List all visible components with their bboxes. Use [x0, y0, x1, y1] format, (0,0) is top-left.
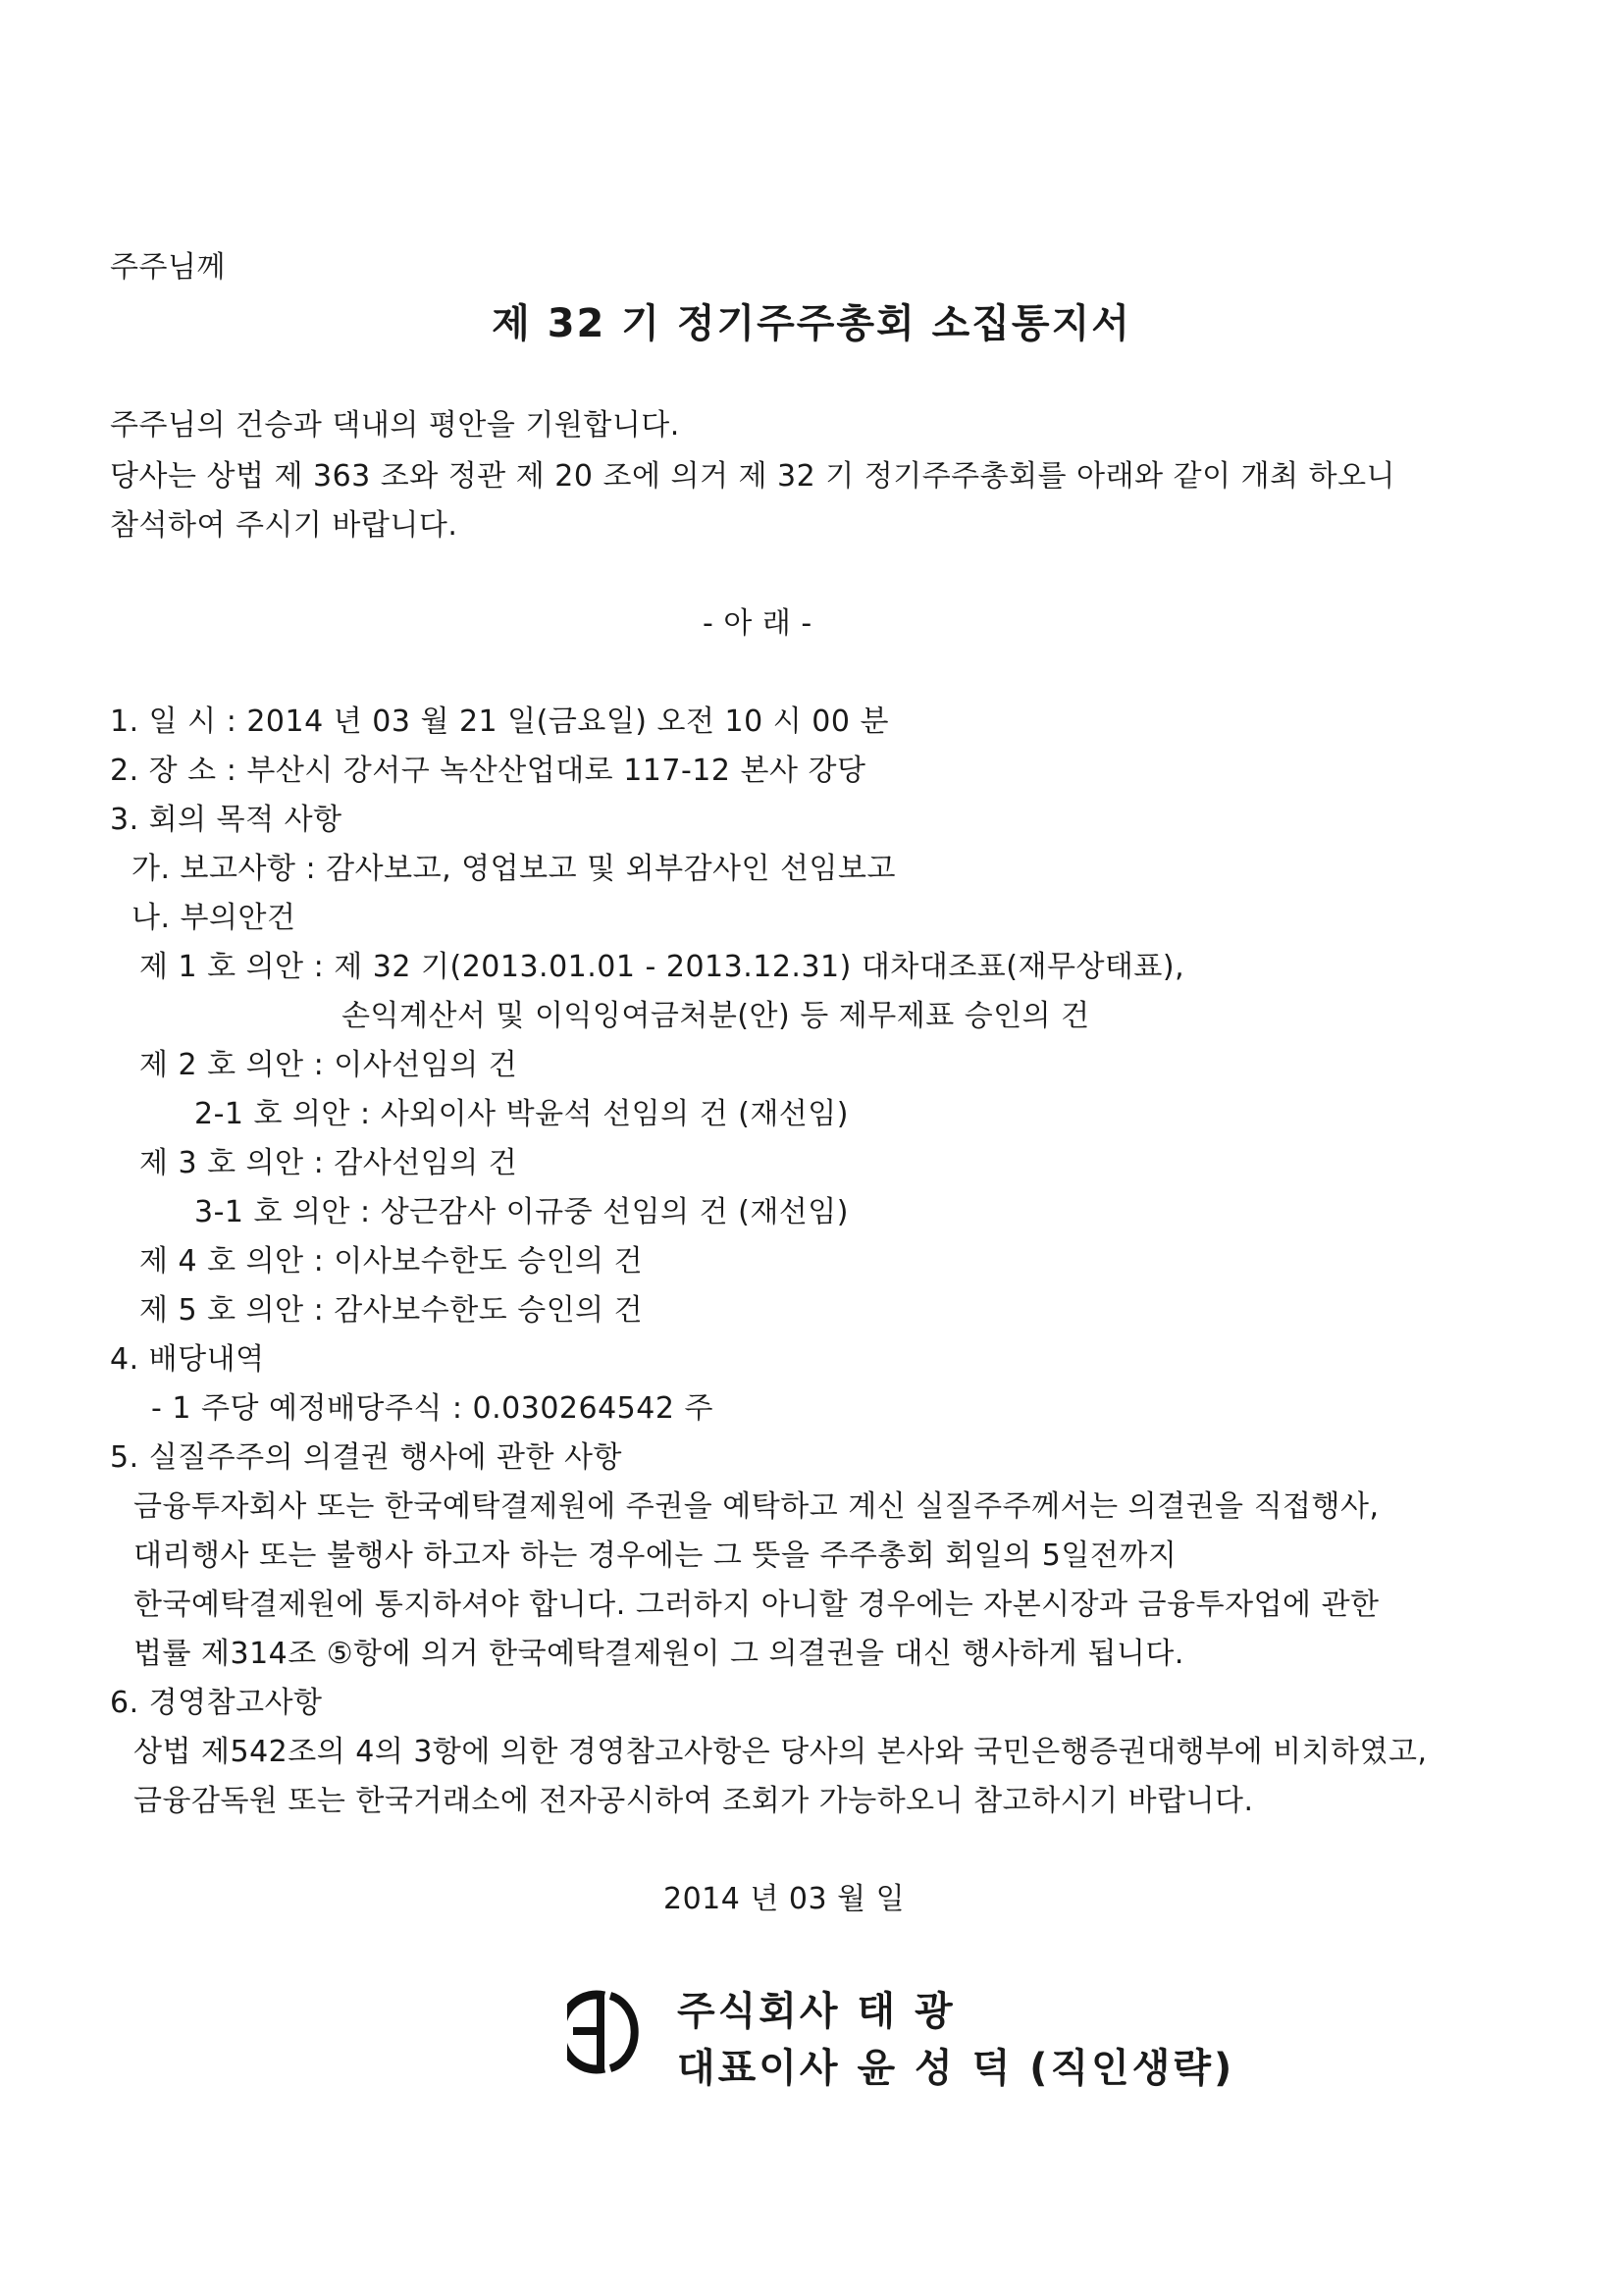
company-logo-icon	[567, 1990, 644, 2074]
item-dividend: 4. 배당내역	[110, 1342, 265, 1377]
item-datetime: 1. 일 시 : 2014 년 03 월 21 일(금요일) 오전 10 시 00 분	[110, 704, 889, 739]
agenda-1-continued: 손익계산서 및 이익잉여금처분(안) 등 제무제표 승인의 건	[341, 999, 1090, 1033]
item-purpose: 3. 회의 목적 사항	[110, 803, 342, 837]
agenda-3: 제 3 호 의안 : 감사선임의 건	[139, 1146, 518, 1180]
voting-text-2: 대리행사 또는 불행사 하고자 하는 경우에는 그 뜻을 주주총회 회일의 5일전까지	[133, 1539, 1178, 1573]
below-heading: - 아 래 -	[703, 606, 812, 641]
company-name: 주식회사 태 광	[677, 1989, 956, 2034]
item-place: 2. 장 소 : 부산시 강서구 녹산산업대로 117-12 본사 강당	[110, 754, 866, 788]
agenda-5: 제 5 호 의안 : 감사보수한도 승인의 건	[139, 1293, 644, 1328]
representative: 대표이사 윤 성 덕 (직인생략)	[677, 2046, 1235, 2091]
voting-text-4: 법률 제314조 ⑤항에 의거 한국예탁결제원이 그 의결권을 대신 행사하게 됩니다.	[133, 1637, 1184, 1671]
dividend-detail: - 1 주당 예정배당주식 : 0.030264542 주	[151, 1391, 713, 1426]
intro-line-3: 참석하여 주시기 바랍니다.	[110, 508, 458, 543]
document-date: 2014 년 03 월 일	[663, 1882, 906, 1916]
reference-text-1: 상법 제542조의 4의 3항에 의한 경영참고사항은 당사의 본사와 국민은행증권대행부에 비치하였고,	[133, 1735, 1428, 1769]
agenda-2-1: 2-1 호 의안 : 사외이사 박윤석 선임의 건 (재선임)	[194, 1097, 849, 1131]
item-voting: 5. 실질주주의 의결권 행사에 관한 사항	[110, 1440, 623, 1475]
intro-line-2: 당사는 상법 제 363 조와 정관 제 20 조에 의거 제 32 기 정기주주총회를 아래와 같이 개최 하오니	[110, 459, 1396, 494]
agenda-4: 제 4 호 의안 : 이사보수한도 승인의 건	[139, 1244, 644, 1278]
document-title: 제 32 기 정기주주총회 소집통지서	[492, 301, 1131, 346]
item-reference: 6. 경영참고사항	[110, 1686, 323, 1720]
item-report: 가. 보고사항 : 감사보고, 영업보고 및 외부감사인 선임보고	[131, 852, 896, 886]
agenda-3-1: 3-1 호 의안 : 상근감사 이규중 선임의 건 (재선임)	[194, 1195, 849, 1229]
intro-line-1: 주주님의 건승과 댁내의 평안을 기원합니다.	[110, 408, 680, 443]
salutation: 주주님께	[110, 250, 226, 285]
item-agenda: 나. 부의안건	[131, 901, 296, 935]
voting-text-3: 한국예탁결제원에 통지하셔야 합니다. 그러하지 아니할 경우에는 자본시장과 금융투자업에 관한	[133, 1588, 1380, 1622]
reference-text-2: 금융감독원 또는 한국거래소에 전자공시하여 조회가 가능하오니 참고하시기 바랍니다.	[133, 1784, 1254, 1818]
agenda-2: 제 2 호 의안 : 이사선임의 건	[139, 1048, 518, 1082]
agenda-1: 제 1 호 의안 : 제 32 기(2013.01.01 - 2013.12.31) 대차대조표(재무상태표),	[139, 950, 1185, 984]
voting-text-1: 금융투자회사 또는 한국예탁결제원에 주권을 예탁하고 계신 실질주주께서는 의결권을 직접행사,	[133, 1489, 1380, 1524]
